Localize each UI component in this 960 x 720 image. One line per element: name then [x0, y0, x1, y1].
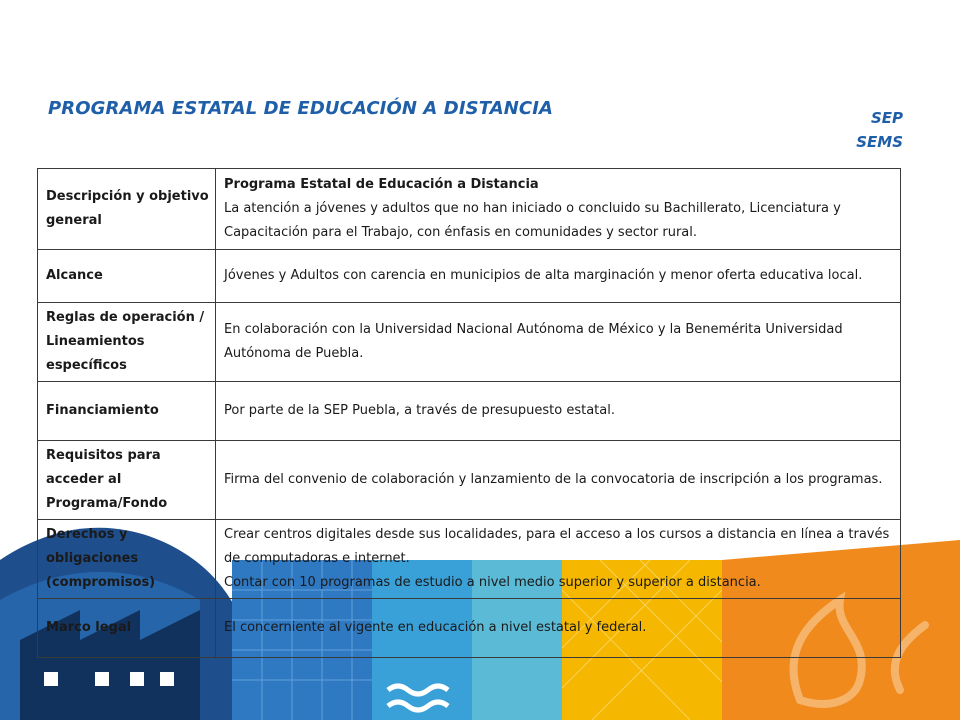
- row-label: Reglas de operación / Lineamientos específicos: [38, 303, 216, 382]
- org-sems: SEMS: [856, 133, 903, 151]
- program-name: Programa Estatal de Educación a Distancia: [224, 177, 539, 192]
- row-value-text: Crear centros digitales desde sus localidades, para el acceso a los cursos a distancia en línea a través de computadoras e internet.: [224, 527, 890, 566]
- program-table: [37, 168, 901, 658]
- page-title: PROGRAMA ESTATAL DE EDUCACIÓN A DISTANCIA: [48, 98, 554, 119]
- row-value-text: En colaboración con la Universidad Nacional Autónoma de México y la Benemérita Universidad Autónoma de Puebla.: [224, 322, 843, 361]
- row-label: Derechos y obligaciones (compromisos): [38, 520, 216, 599]
- table-row-marco-legal: [38, 599, 901, 658]
- table-row-requisitos: [38, 441, 901, 520]
- row-value-text: Por parte de la SEP Puebla, a través de presupuesto estatal.: [224, 403, 615, 418]
- row-value: [216, 599, 901, 658]
- org-sep: SEP: [870, 109, 903, 127]
- row-value: [216, 169, 901, 250]
- row-value: [216, 250, 901, 303]
- row-label: Requisitos para acceder al Programa/Fondo: [38, 441, 216, 520]
- table-row-derechos: [38, 520, 901, 599]
- row-value-text: Contar con 10 programas de estudio a nivel medio superior y superior a distancia.: [224, 575, 761, 590]
- row-label: Marco legal: [38, 599, 216, 658]
- row-value-text: Firma del convenio de colaboración y lanzamiento de la convocatoria de inscripción a los programas.: [224, 472, 883, 487]
- row-value: [216, 303, 901, 382]
- row-label: Descripción y objetivo general: [38, 169, 216, 250]
- table-row-financiamiento: [38, 382, 901, 441]
- row-label: Alcance: [38, 250, 216, 303]
- table-row-reglas: [38, 303, 901, 382]
- row-value-text: La atención a jóvenes y adultos que no han iniciado o concluido su Bachillerato, Licenciatura y Capacitación para el Trabajo, con énfasis en comunidades y sector rural.: [224, 201, 841, 240]
- row-value-text: Jóvenes y Adultos con carencia en municipios de alta marginación y menor oferta educativa local.: [224, 268, 863, 283]
- row-value: [216, 382, 901, 441]
- row-label: Financiamiento: [38, 382, 216, 441]
- row-value: [216, 520, 901, 599]
- row-value: [216, 441, 901, 520]
- organization-label: [856, 106, 903, 154]
- row-value-text: El concerniente al vigente en educación a nivel estatal y federal.: [224, 620, 647, 635]
- table-row-descripcion: [38, 169, 901, 250]
- table-row-alcance: [38, 250, 901, 303]
